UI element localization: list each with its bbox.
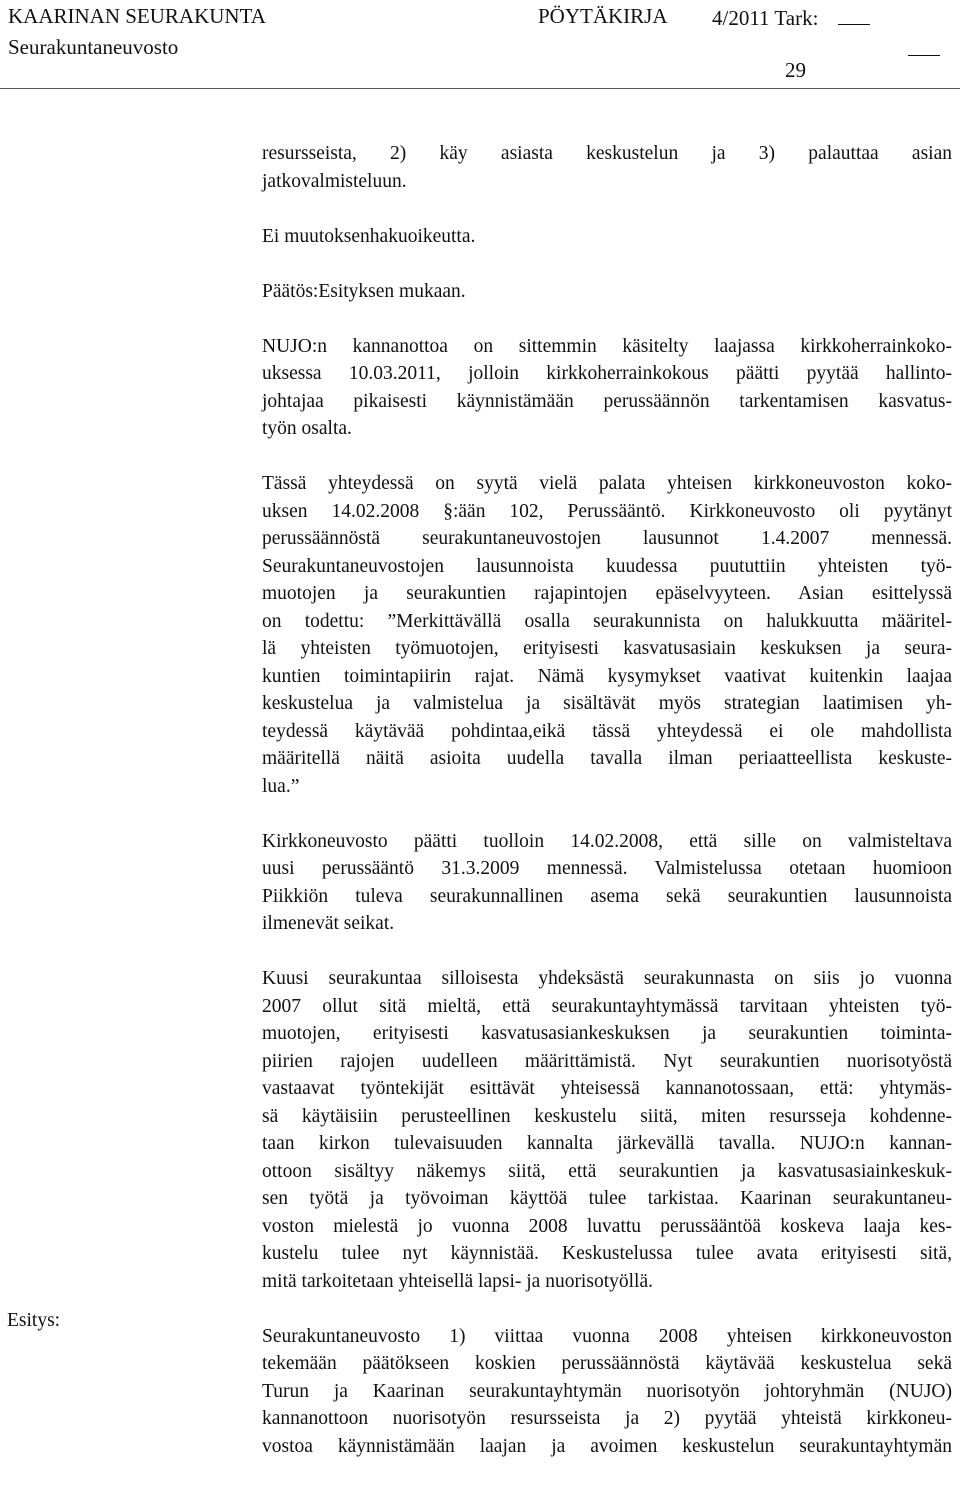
text-line: uusi perussääntö 31.3.2009 mennessä. Valmistelussa otetaan huomioon: [262, 858, 952, 879]
text-line: sen työtä ja työvoiman käyttöä tulee tarkistaa. Kaarinan seurakuntaneu-: [262, 1188, 952, 1209]
text-line: Tässä yhteydessä on syytä vielä palata yhteisen kirkkoneuvoston koko-: [262, 473, 952, 494]
text-line: on todettu: ”Merkittävällä osalla seurakunnista on halukkuutta määritel-: [262, 610, 952, 632]
text-line: vostoa käynnistämään laajan ja avoimen keskustelun seurakuntayhtymän: [262, 1435, 952, 1457]
text-line: teydessä käytävää pohdintaa,eikä tässä yhteydessä ei ole mahdollista: [262, 720, 952, 742]
header-doc-type: PÖYTÄKIRJA: [538, 4, 668, 28]
paragraph-1: [262, 140, 952, 195]
text-line: Piikkiön tuleva seurakunnallinen asema sekä seurakuntien lausunnoista: [262, 885, 952, 907]
header-rule: [0, 88, 960, 89]
paragraph-5: [262, 470, 952, 800]
text-line: jatkovalmisteluun.: [262, 170, 407, 192]
text-line: johtajaa pikaisesti käynnistämään perussäännön tarkentamisen kasvatus-: [262, 390, 952, 412]
text-line: kannanottoon nuorisotyön resursseista ja 2) pyytää yhteistä kirkkoneu-: [262, 1408, 952, 1429]
text-line: mitä tarkoitetaan yhteisellä lapsi- ja nuorisotyöllä.: [262, 1270, 653, 1292]
paragraph-3: [262, 278, 952, 306]
text-line: NUJO:n kannanottoa on sittemmin käsitelty laajassa kirkkoherrainkoko-: [262, 335, 952, 357]
text-line: sä käytäisiin perusteellinen keskustelu siitä, miten resursseja kohdenne-: [262, 1105, 952, 1127]
text-line: uksen 14.02.2008 §:ään 102, Perussääntö. Kirkkoneuvosto oli pyytänyt: [262, 500, 952, 522]
text-line: muotojen, erityisesti kasvatusasiankeskuksen ja seurakuntien toiminta-: [262, 1023, 952, 1044]
text-line: piirien rajojen uudelleen määrittämistä. Nyt seurakuntien nuorisotyöstä: [262, 1050, 952, 1072]
paragraph-4: [262, 333, 952, 443]
text-line: Turun ja Kaarinan seurakuntayhtymän nuorisotyön johtoryhmän (NUJO): [262, 1380, 952, 1402]
text-line: voston mielestä jo vuonna 2008 luvattu perussääntöä koskeva laaja kes-: [262, 1215, 952, 1237]
text-line: keskustelua ja valmistelua ja sisältävät myös strategian laatimisen yh-: [262, 693, 952, 714]
page-number: 29: [785, 58, 806, 82]
paragraph-2: [262, 223, 952, 251]
text-line: Kuusi seurakuntaa silloisesta yhdeksästä seurakunnasta on siis jo vuonna: [262, 968, 952, 989]
text-line: kuntien toimintapiirin rajat. Nämä kysymykset vaativat kuitenkin laajaa: [262, 665, 952, 687]
text-line: uksessa 10.03.2011, jolloin kirkkoherrainkokous päätti pyytää hallinto-: [262, 363, 952, 384]
text-line: Kirkkoneuvosto päätti tuolloin 14.02.2008, että sille on valmisteltava: [262, 830, 952, 852]
text-line: ilmenevät seikat.: [262, 913, 395, 934]
text-line: 2007 ollut sitä mieltä, että seurakuntayhtymässä tarvitaan yhteisten työ-: [262, 995, 952, 1017]
text-line: tekemään päätökseen koskien perussäännöstä käytävää keskustelua sekä: [262, 1353, 952, 1374]
text-line: taan kirkon tulevaisuuden kannalta järkevällä tavalla. NUJO:n kannan-: [262, 1133, 952, 1154]
document-body: [262, 140, 952, 1488]
review-blank-2: [908, 37, 940, 60]
header-number-text: 4/2011 Tark:: [712, 6, 819, 30]
paragraph-6: [262, 828, 952, 938]
review-blank-1: [838, 6, 870, 25]
header-body-name: Seurakuntaneuvosto: [8, 35, 179, 59]
text-line: Ei muutoksenhakuoikeutta.: [262, 225, 476, 247]
text-line: muotojen ja seurakuntien rajapintojen epäselvyyteen. Asian esittelyssä: [262, 583, 952, 604]
text-line: resursseista, 2) käy asiasta keskustelun ja 3) palauttaa asian: [262, 143, 952, 164]
header-number: [712, 6, 870, 29]
paragraph-7: [262, 965, 952, 1295]
text-line: määritellä näitä asioita uudella tavalla ilman periaatteellista keskuste-: [262, 748, 952, 769]
text-line: lä yhteisten työmuotojen, erityisesti kasvatusasiain keskuksen ja seura-: [262, 638, 952, 659]
text-line: kustelu tulee nyt käynnistää. Keskustelussa tulee avata erityisesti sitä,: [262, 1243, 952, 1264]
text-line: Seurakuntaneuvostojen lausunnoista kuudessa puututtiin yhteisten työ-: [262, 555, 952, 577]
text-line: ottoon sisältyy näkemys siitä, että seurakuntien ja kasvatusasiainkeskuk-: [262, 1160, 952, 1182]
text-line: lua.”: [262, 775, 300, 797]
text-line: työn osalta.: [262, 418, 352, 439]
header-org: KAARINAN SEURAKUNTA: [8, 4, 266, 28]
text-line: vastaavat työntekijät esittävät yhteisessä kannanotossaan, että: yhtymäs-: [262, 1078, 952, 1099]
paragraph-8-esitys: [262, 1323, 952, 1461]
esitys-label: Esitys:: [7, 1310, 61, 1331]
text-line: perussäännöstä seurakuntaneuvostojen lausunnot 1.4.2007 mennessä.: [262, 528, 952, 549]
text-line: Seurakuntaneuvosto 1) viittaa vuonna 2008 yhteisen kirkkoneuvoston: [262, 1325, 952, 1347]
text-line: Päätös:Esityksen mukaan.: [262, 280, 466, 302]
